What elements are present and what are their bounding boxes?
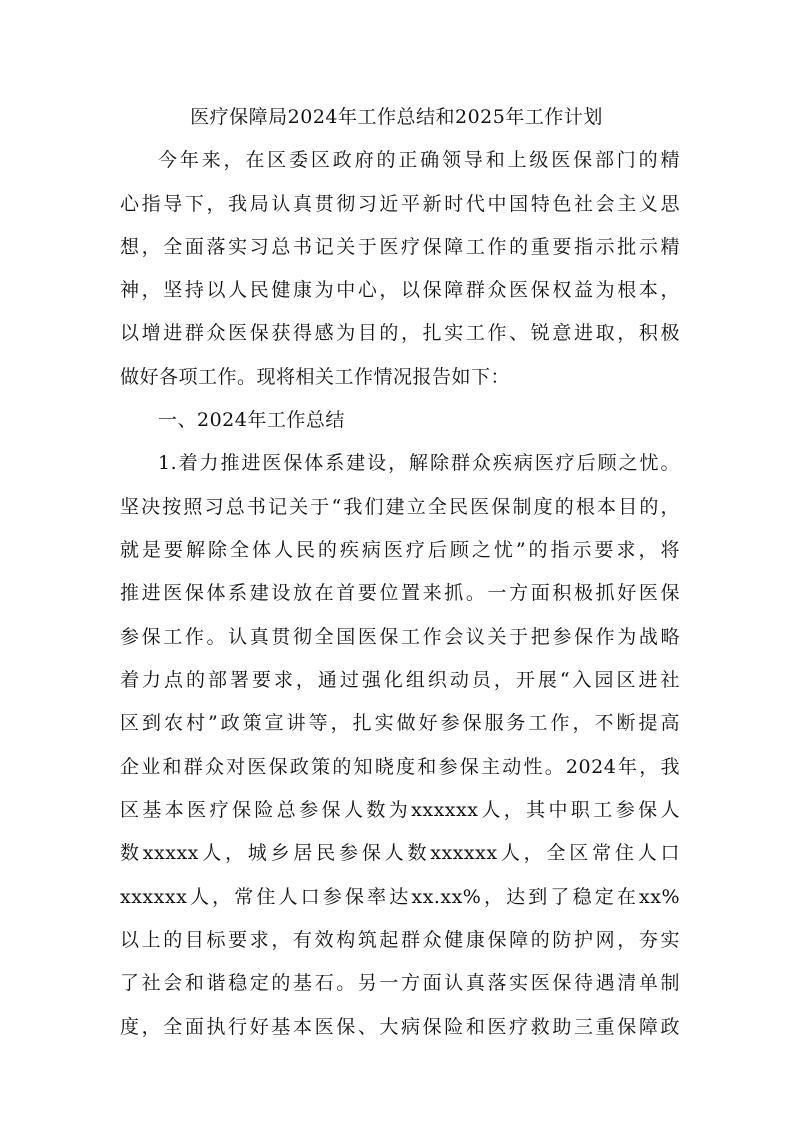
section-heading: 一、2024年工作总结 xyxy=(158,409,345,431)
paragraph-2-line-4: 推进医保体系建设放在首要位置来抓。一方面积极抓好医保 xyxy=(120,582,680,604)
paragraph-2-line-14: 度，全面执行好基本医保、大病保险和医疗救助三重保障政 xyxy=(120,1016,680,1038)
paragraph-2-line-1: 1.着力推进医保体系建设，解除群众疾病医疗后顾之忧。 xyxy=(158,452,680,474)
paragraph-2-line-5: 参保工作。认真贯彻全国医保工作会议关于把参保作为战略 xyxy=(120,626,680,648)
paragraph-1-line-6: 做好各项工作。现将相关工作情况报告如下： xyxy=(120,366,511,388)
document-title: 医疗保障局2024年工作总结和2025年工作计划 xyxy=(190,106,603,128)
paragraph-1-line-4: 神，坚持以人民健康为中心，以保障群众医保权益为根本， xyxy=(120,279,680,301)
paragraph-2-line-3: 就是要解除全体人民的疾病医疗后顾之忧”的指示要求，将 xyxy=(120,539,680,561)
paragraph-1-line-1: 今年来，在区委区政府的正确领导和上级医保部门的精 xyxy=(158,149,680,171)
paragraph-2-line-9: 区基本医疗保险总参保人数为xxxxxx人，其中职工参保人 xyxy=(120,799,680,821)
paragraph-2-line-6: 着力点的部署要求，通过强化组织动员，开展“入园区进社 xyxy=(120,669,680,691)
paragraph-1-line-5: 以增进群众医保获得感为目的，扎实工作、锐意进取，积极 xyxy=(120,322,680,344)
paragraph-2-line-8: 企业和群众对医保政策的知晓度和参保主动性。2024年，我 xyxy=(120,756,680,778)
paragraph-2-line-2: 坚决按照习总书记关于“我们建立全民医保制度的根本目的， xyxy=(120,496,680,518)
paragraph-2-line-7: 区到农村”政策宣讲等，扎实做好参保服务工作，不断提高 xyxy=(120,712,680,734)
paragraph-2-line-10: 数xxxxx人，城乡居民参保人数xxxxxx人，全区常住人口 xyxy=(120,842,680,864)
paragraph-2-line-12: 以上的目标要求，有效构筑起群众健康保障的防护网，夯实 xyxy=(120,929,680,951)
paragraph-2-line-13: 了社会和谐稳定的基石。另一方面认真落实医保待遇清单制 xyxy=(120,972,680,994)
paragraph-2-line-11: xxxxxx人，常住人口参保率达xx.xx%，达到了稳定在xx% xyxy=(120,886,680,908)
paragraph-1-line-2: 心指导下，我局认真贯彻习近平新时代中国特色社会主义思 xyxy=(120,193,680,215)
paragraph-1-line-3: 想，全面落实习总书记关于医疗保障工作的重要指示批示精 xyxy=(120,236,680,258)
